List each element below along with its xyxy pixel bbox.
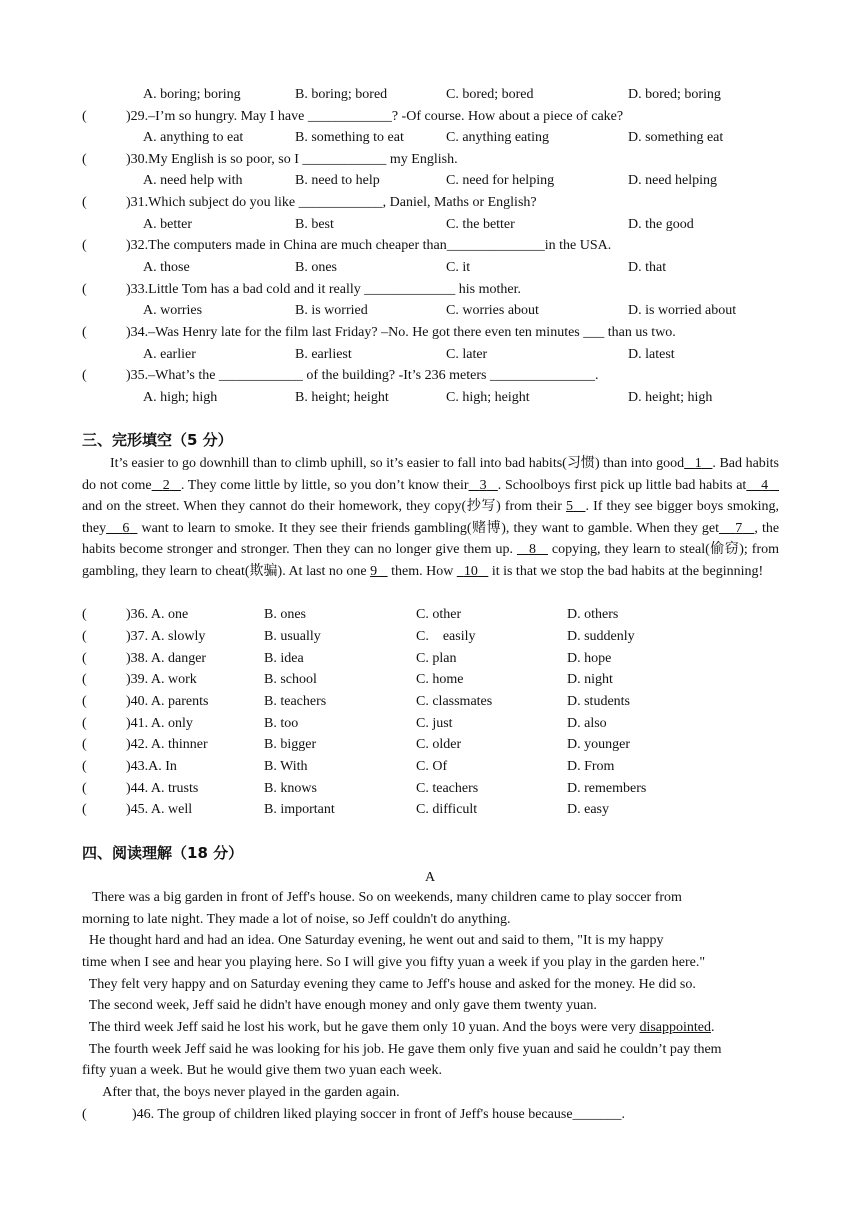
section-heading-reading: 四、阅读理解（18 分） bbox=[82, 844, 244, 862]
section-heading-cloze: 三、完形填空（5 分） bbox=[82, 431, 233, 449]
reading-line: After that, the boys never played in the garden again. bbox=[82, 1085, 400, 1100]
option-c: C. anything eating bbox=[446, 130, 550, 145]
option-d: D. latest bbox=[628, 347, 675, 362]
blank-3: 3 bbox=[479, 477, 487, 493]
option-a: A. better bbox=[143, 217, 192, 232]
option-b: B. ones bbox=[295, 260, 337, 275]
option-b: B. is worried bbox=[295, 303, 368, 318]
option-a: A. earlier bbox=[143, 347, 196, 362]
reading-line: They felt very happy and on Saturday evening they came to Jeff's house and asked for the money. He did so. bbox=[82, 977, 696, 992]
question-28-options bbox=[0, 84, 860, 105]
question-text: )35.–What’s the ____________ of the building? -It’s 236 meters _______________. bbox=[126, 368, 599, 383]
question-34-options bbox=[0, 344, 860, 365]
reading-line: There was a big garden in front of Jeff's house. So on weekends, many children came to play soccer from bbox=[82, 890, 682, 905]
blank-10: 10 bbox=[463, 563, 478, 579]
answer-bracket: ( bbox=[82, 238, 87, 253]
question-35-stem bbox=[0, 365, 860, 386]
option-d: D. the good bbox=[628, 217, 694, 232]
answer-bracket: ( bbox=[82, 1107, 87, 1122]
question-30-stem bbox=[0, 149, 860, 170]
option-b: B. need to help bbox=[295, 173, 380, 188]
underlined-word: disappointed bbox=[639, 1020, 711, 1035]
reading-line: fifty yuan a week. But he would give them two yuan each week. bbox=[82, 1063, 443, 1078]
option-c: C. bored; bored bbox=[446, 87, 534, 102]
blank-2: 2 bbox=[162, 477, 170, 493]
option-c: C. it bbox=[446, 260, 471, 275]
option-c: C. the better bbox=[446, 217, 515, 232]
cloze-passage: It’s easier to go downhill than to climb uphill, so it’s easier to fall into bad habits(习惯) than into good 1 . Bad habits do not come 2 . They come little by little, so you don’t know their 3 . Schoolboys first pick up little bad habits at 4 and on the street. When they cannot do their homework, they copy(抄写) from their 5 . If they see bigger boys smoking, they 6 want to learn to smoke. It they see their friends gambling(赌博), they want to gamble. When they get 7 , the habits become stronger and stronger. Then they can no longer give them up. 8 copying, they learn to steal(偷窃); from gambling, they learn to cheat(欺骗). At last no one 9 them. How 10 it is that we stop the bad habits at the beginning! bbox=[82, 456, 780, 579]
answer-bracket: ( bbox=[82, 109, 87, 124]
question-text: )46. The group of children liked playing soccer in front of Jeff's house because_______. bbox=[132, 1107, 626, 1122]
question-text: )29.–I’m so hungry. May I have ____________? -Of course. How about a piece of cake? bbox=[126, 109, 624, 124]
answer-bracket: ( bbox=[82, 325, 87, 340]
question-33-stem bbox=[0, 279, 860, 300]
answer-bracket: ( bbox=[82, 152, 87, 167]
option-d: D. something eat bbox=[628, 130, 724, 145]
question-text: )34.–Was Henry late for the film last Friday? –No. He got there even ten minutes ___ than us two. bbox=[126, 325, 676, 340]
reading-line: The third week Jeff said he lost his work, but he gave them only 10 yuan. And the boys were very disappointed. bbox=[82, 1020, 715, 1035]
question-text: )30.My English is so poor, so I ____________ my English. bbox=[126, 152, 458, 167]
answer-bracket: ( bbox=[82, 368, 87, 383]
option-b: B. something to eat bbox=[295, 130, 404, 145]
answer-bracket: ( bbox=[82, 282, 87, 297]
question-text: )31.Which subject do you like ____________, Daniel, Maths or English? bbox=[126, 195, 537, 210]
option-b: B. earliest bbox=[295, 347, 352, 362]
blank-4: 4 bbox=[761, 477, 769, 493]
cloze-question-39: ( )39. A. work B. school C. home D. night bbox=[82, 672, 613, 687]
option-a: A. anything to eat bbox=[143, 130, 244, 145]
cloze-question-37: ( )37. A. slowly B. usually C. easily D. suddenly bbox=[82, 629, 635, 644]
option-d: D. height; high bbox=[628, 390, 713, 405]
reading-line: He thought hard and had an idea. One Saturday evening, he went out and said to them, "It is my happy bbox=[82, 933, 664, 948]
cloze-question-36: ( )36. A. one B. ones C. other D. others bbox=[82, 607, 619, 622]
question-33-options bbox=[0, 300, 860, 321]
option-a: A. those bbox=[143, 260, 190, 275]
question-31-stem bbox=[0, 192, 860, 213]
question-31-options bbox=[0, 214, 860, 235]
question-34-stem bbox=[0, 322, 860, 343]
question-text: )32.The computers made in China are much cheaper than______________in the USA. bbox=[126, 238, 612, 253]
question-29-options bbox=[0, 127, 860, 148]
option-d: D. need helping bbox=[628, 173, 718, 188]
blank-9: 9 bbox=[370, 563, 378, 579]
option-c: C. high; height bbox=[446, 390, 530, 405]
passage-label: A bbox=[424, 870, 436, 885]
reading-line: The second week, Jeff said he didn't have enough money and only gave them twenty yuan. bbox=[82, 998, 597, 1013]
reading-line: The fourth week Jeff said he was looking for his job. He gave them only five yuan and said he couldn’t pay them bbox=[82, 1042, 722, 1057]
option-c: C. worries about bbox=[446, 303, 539, 318]
blank-1: 1 bbox=[694, 456, 702, 471]
question-32-stem bbox=[0, 235, 860, 256]
option-a: A. need help with bbox=[143, 173, 243, 188]
question-text: )33.Little Tom has a bad cold and it really _____________ his mother. bbox=[126, 282, 521, 297]
option-a: A. boring; boring bbox=[143, 87, 241, 102]
question-35-options bbox=[0, 387, 860, 408]
question-46-stem bbox=[0, 1104, 860, 1125]
blank-5: 5 bbox=[566, 499, 574, 515]
cloze-question-40: ( )40. A. parents B. teachers C. classmates D. students bbox=[82, 694, 630, 709]
option-a: A. worries bbox=[143, 303, 203, 318]
blank-6: 6 bbox=[122, 520, 130, 536]
answer-bracket: ( bbox=[82, 195, 87, 210]
option-d: D. is worried about bbox=[628, 303, 737, 318]
blank-7: 7 bbox=[735, 520, 743, 536]
option-b: B. best bbox=[295, 217, 334, 232]
question-30-options bbox=[0, 170, 860, 191]
reading-line: morning to late night. They made a lot of noise, so Jeff couldn't do anything. bbox=[82, 912, 511, 927]
option-b: B. height; height bbox=[295, 390, 389, 405]
cloze-question-38: ( )38. A. danger B. idea C. plan D. hope bbox=[82, 651, 612, 666]
question-29-stem bbox=[0, 106, 860, 127]
cloze-question-45: ( )45. A. well B. important C. difficult D. easy bbox=[82, 802, 609, 817]
option-d: D. that bbox=[628, 260, 667, 275]
option-b: B. boring; bored bbox=[295, 87, 388, 102]
option-a: A. high; high bbox=[143, 390, 218, 405]
reading-line: time when I see and hear you playing here. So I will give you fifty yuan a week if you play in the garden here." bbox=[82, 955, 706, 970]
cloze-question-41: ( )41. A. only B. too C. just D. also bbox=[82, 716, 607, 731]
option-c: C. later bbox=[446, 347, 488, 362]
option-d: D. bored; boring bbox=[628, 87, 721, 102]
cloze-question-44: ( )44. A. trusts B. knows C. teachers D. remembers bbox=[82, 781, 647, 796]
option-c: C. need for helping bbox=[446, 173, 555, 188]
cloze-question-42: ( )42. A. thinner B. bigger C. older D. younger bbox=[82, 737, 630, 752]
cloze-question-43: ( )43.A. In B. With C. Of D. From bbox=[82, 759, 615, 774]
blank-8: 8 bbox=[528, 542, 536, 558]
question-32-options bbox=[0, 257, 860, 278]
